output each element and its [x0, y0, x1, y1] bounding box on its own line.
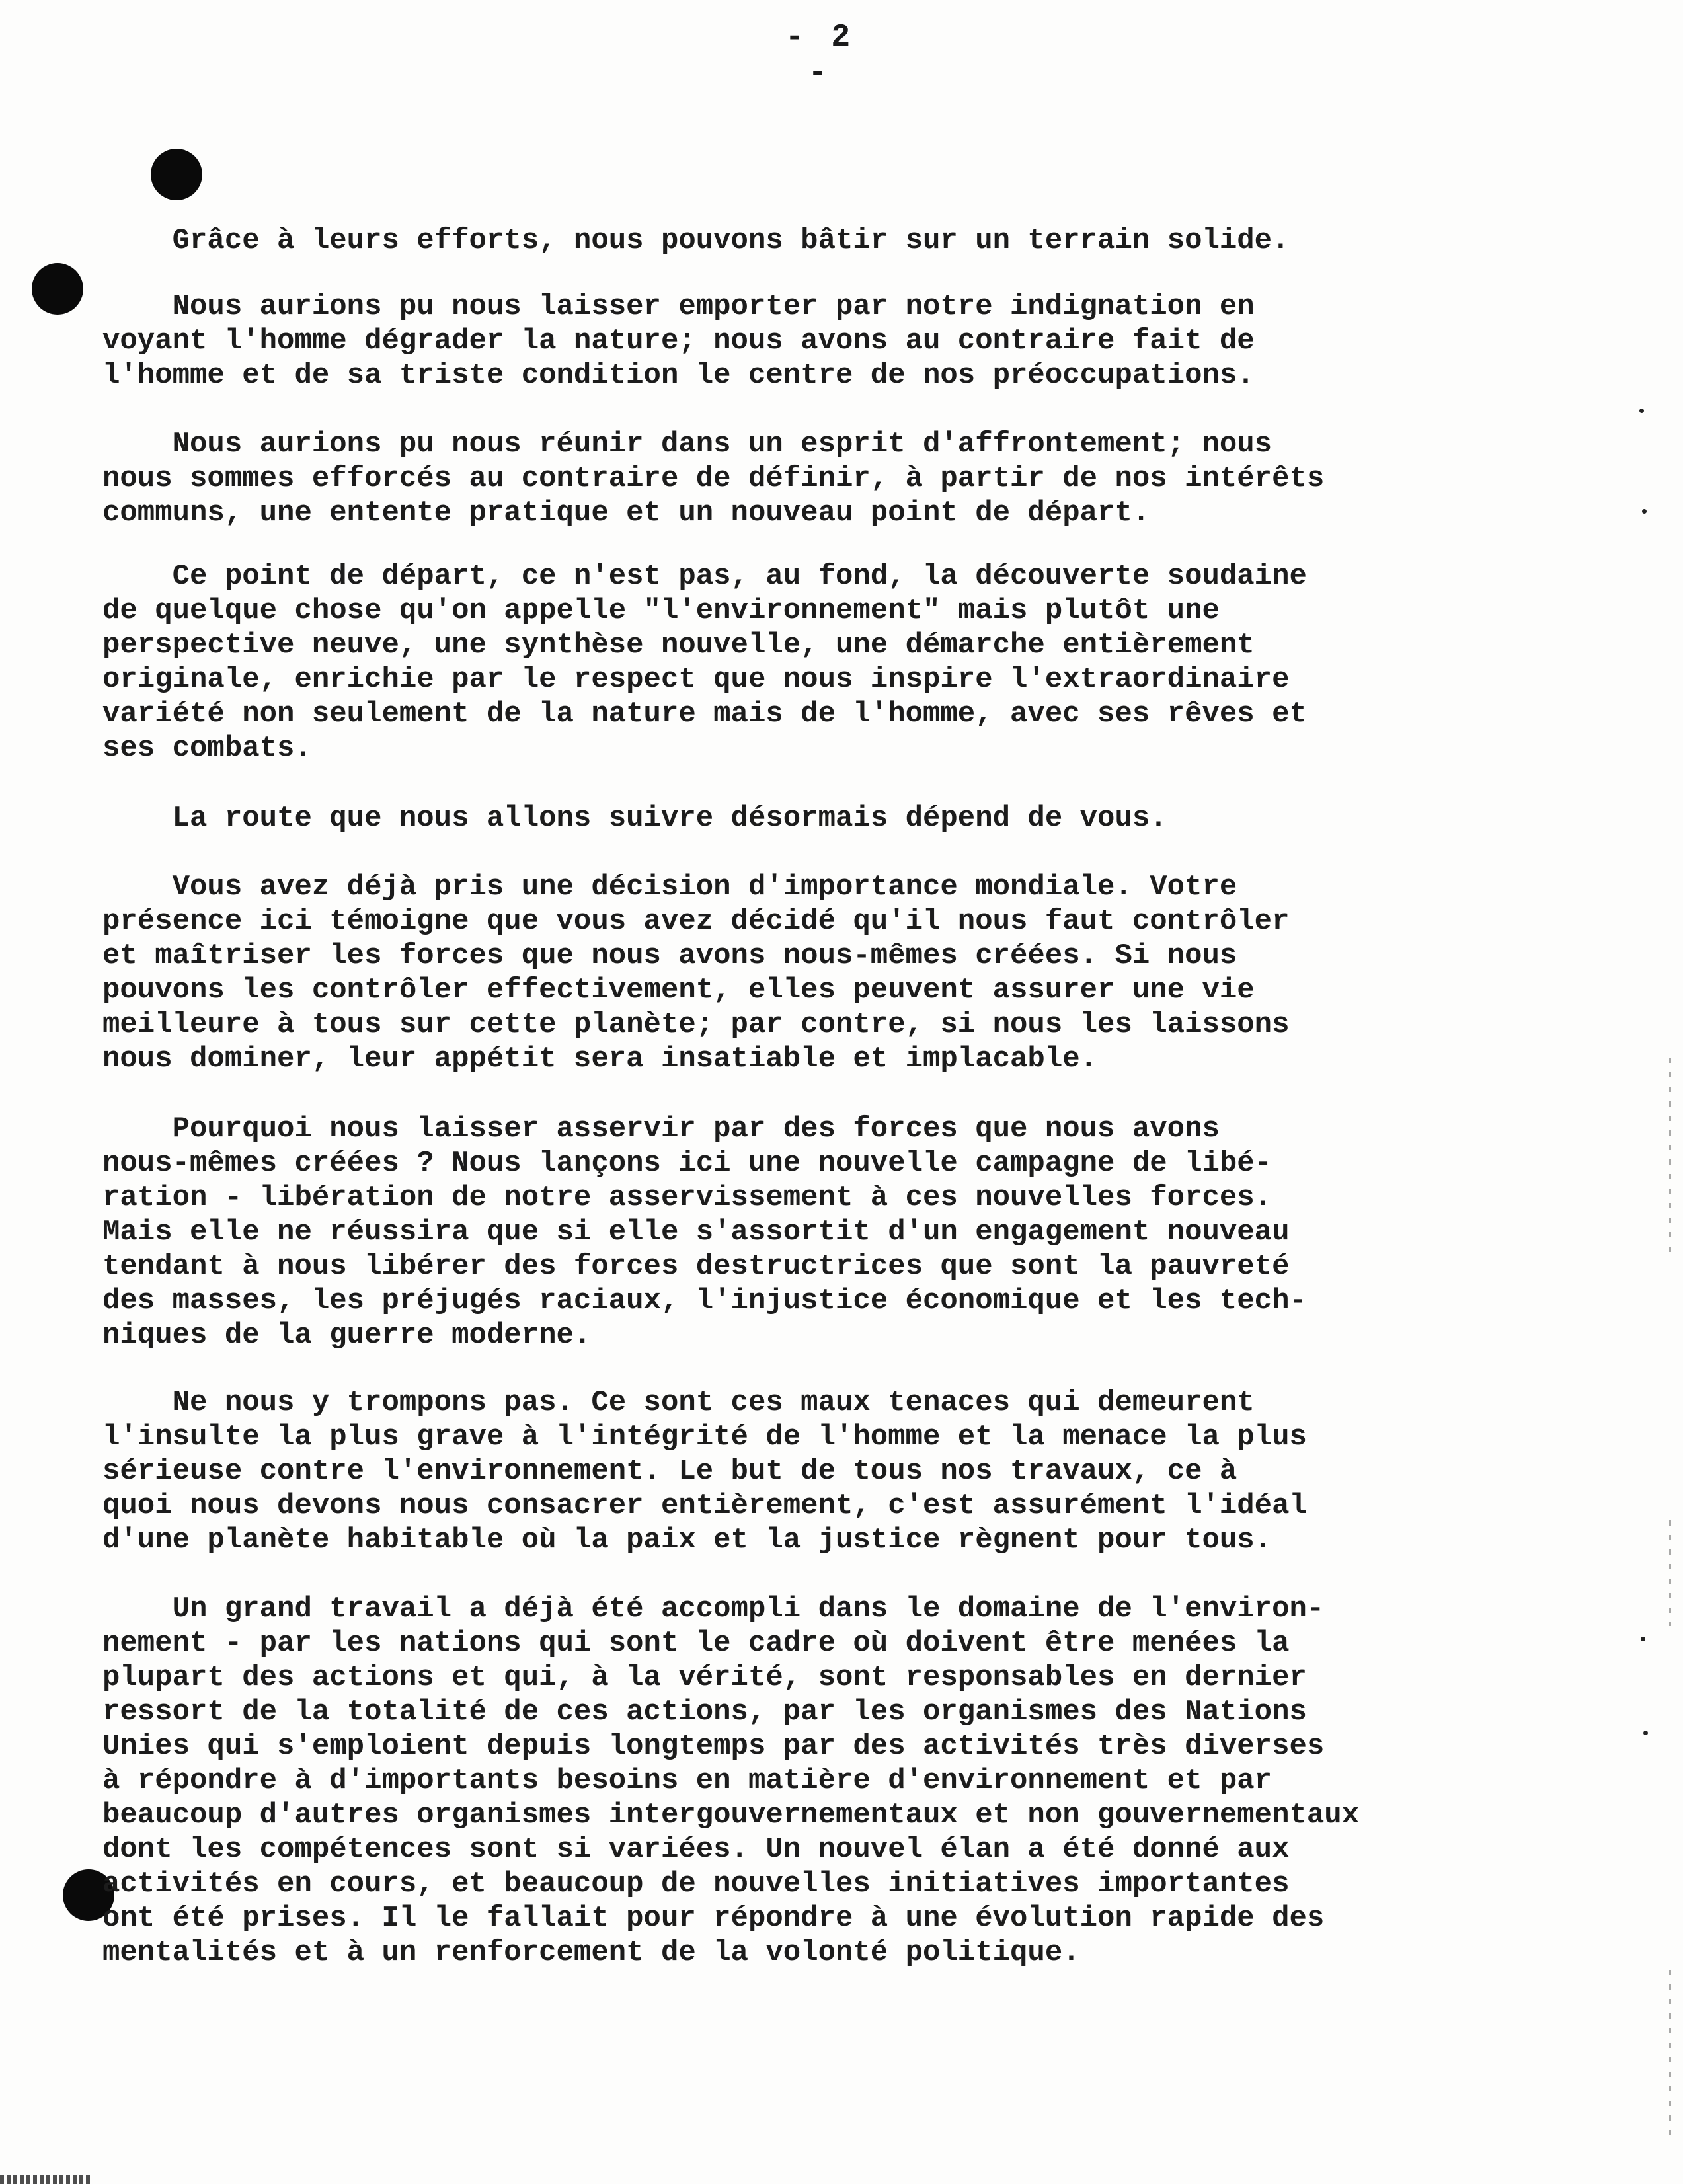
- scan-speck: [1639, 409, 1644, 413]
- paragraph-4: Ce point de départ, ce n'est pas, au fond, la découverte soudaine de quelque chose qu'on appelle "l'environnement" mais plutôt une perspective neuve, une synthèse nouvelle, une démarche entièrement originale, enrichie par le respect que nous inspire l'extraordinaire variété non seulement de la nature mais de l'homme, avec ses rêves et ses combats.: [102, 560, 1307, 765]
- scan-margin-line: [1669, 1058, 1671, 1256]
- paragraph-1: Grâce à leurs efforts, nous pouvons bâtir sur un terrain solide.: [102, 224, 1290, 257]
- scan-speck: [1643, 1731, 1648, 1735]
- scan-edge-mark: [0, 2175, 93, 2184]
- scan-speck: [1641, 1637, 1645, 1641]
- punch-hole-upper: [32, 263, 83, 315]
- paragraph-8: Ne nous y trompons pas. Ce sont ces maux tenaces qui demeurent l'insulte la plus grave à l'intégrité de l'homme et la menace la plus sérieuse contre l'environnement. Le but de tous nos travaux, ce à quoi nous devons nous consacrer entièrement, c'est assurément l'idéal d'une planète habitable où la paix et la justice règnent pour tous.: [102, 1386, 1307, 1557]
- paragraph-6: Vous avez déjà pris une décision d'importance mondiale. Votre présence ici témoigne que vous avez décidé qu'il nous faut contrôler et maîtriser les forces que nous avons nous-mêmes créées. Si nous pouvons les contrôler effectivement, elles peuvent assurer une vie meilleure à tous sur cette planète; par contre, si nous les laissons nous dominer, leur appétit sera insatiable et implacable.: [102, 871, 1290, 1075]
- scan-speck: [1642, 509, 1647, 514]
- paragraph-3: Nous aurions pu nous réunir dans un esprit d'affrontement; nous nous sommes efforcés au contraire de définir, à partir de nos intérêts communs, une entente pratique et un nouveau point de départ.: [102, 428, 1325, 529]
- paragraph-2: Nous aurions pu nous laisser emporter par notre indignation en voyant l'homme dégrader la nature; nous avons au contraire fait de l'homme et de sa triste condition le centre de nos préoccupations.: [102, 290, 1255, 392]
- punch-hole-top: [151, 149, 202, 200]
- scan-margin-line: [1669, 1970, 1671, 2135]
- paragraph-5: La route que nous allons suivre désormais dépend de vous.: [102, 802, 1167, 835]
- page-number: - 2 -: [785, 20, 855, 91]
- scan-margin-line: [1669, 1520, 1671, 1626]
- paragraph-9: Un grand travail a déjà été accompli dans le domaine de l'environ- nement - par les nations qui sont le cadre où doivent être menées la plupart des actions et qui, à la vérité, sont responsables en dernier ressort de la totalité de ces actions, par les organismes des Nations Unies qui s'emploient depuis longtemps par des activités très diverses à répondre à d'importants besoins en matière d'environnement et par beaucoup d'autres organismes intergouvernementaux et non gouvernementaux dont les compétences sont si variées. Un nouvel élan a été donné aux activités en cours, et beaucoup de nouvelles initiatives importantes ont été prises. Il le fallait pour répondre à une évolution rapide des mentalités et à un renforcement de la volonté politique.: [102, 1592, 1360, 1969]
- paragraph-7: Pourquoi nous laisser asservir par des forces que nous avons nous-mêmes créées ? Nous lançons ici une nouvelle campagne de libé- ration - libération de notre asservissement à ces nouvelles forces. Mais elle ne réussira que si elle s'assortit d'un engagement nouveau tendant à nous libérer des forces destructrices que sont la pauvreté des masses, les préjugés raciaux, l'injustice économique et les tech- niques de la guerre moderne.: [102, 1112, 1307, 1352]
